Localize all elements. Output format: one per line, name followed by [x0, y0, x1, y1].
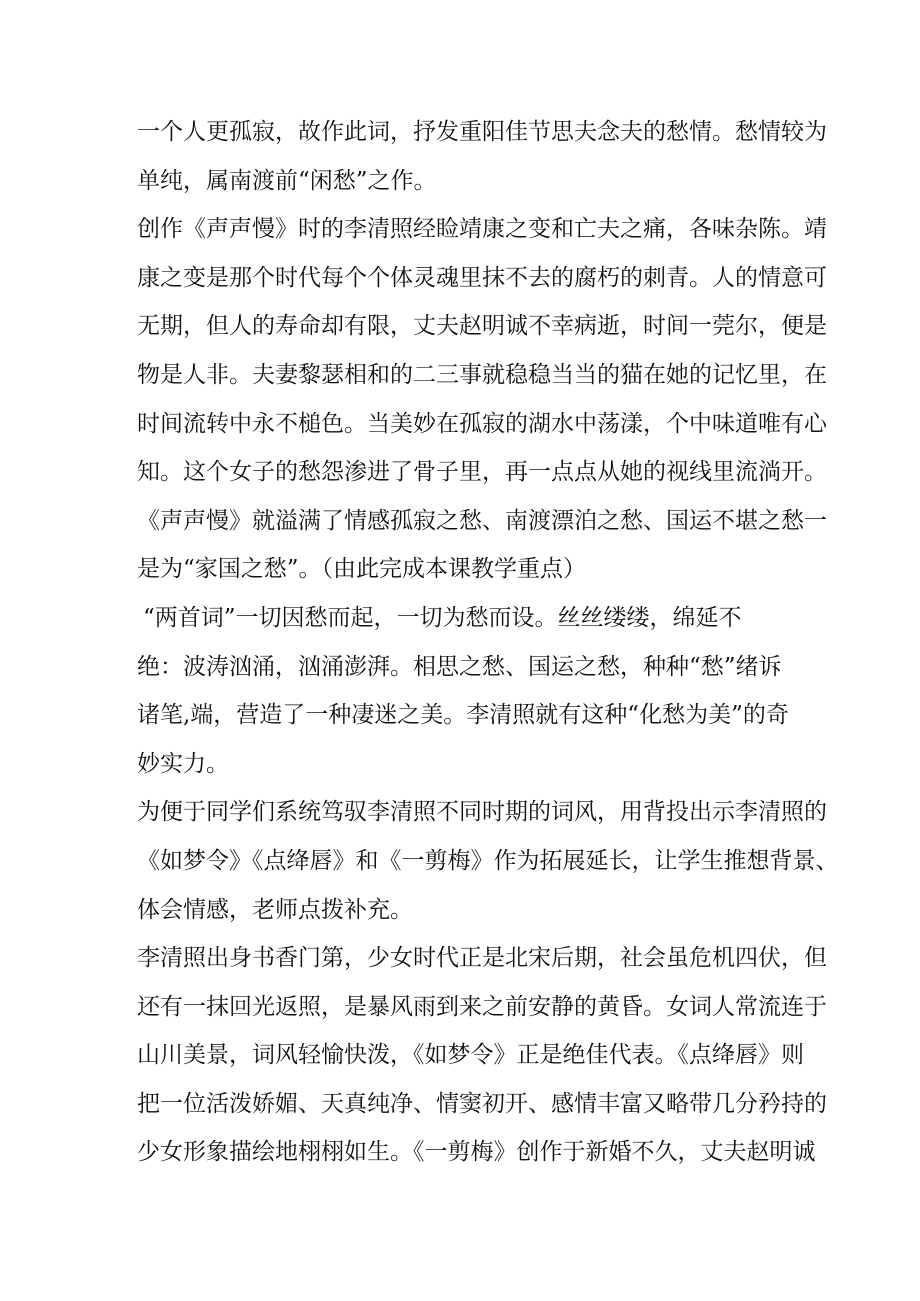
text-line: 是为“家国之愁”。（由此完成本课教学重点）	[137, 556, 587, 583]
text-line: 为便于同学们系统笃驭李清照不同时期的词风，用背投出示李清照的	[137, 799, 827, 826]
document-body	[137, 112, 839, 1181]
text-line: 李清照出身书香门第，少女时代正是北宋后期，社会虽危机四伏，但	[137, 945, 827, 972]
text-line: 康之变是那个时代每个个体灵魂里抹不去的腐朽的刺青。人的情意可	[137, 264, 827, 291]
text-line: 物是人非。夫妻黎瑟相和的二三事就稳稳当当的猫在她的记忆里，在	[137, 361, 827, 388]
text-line: 知。这个女子的愁怨渗进了骨子里，再一点点从她的视线里流淌开。	[137, 459, 827, 486]
text-line: 一个人更孤寂，故作此词，抒发重阳佳节思夫念夫的愁情。愁情较为	[137, 119, 827, 145]
text-line: 绝：波涛汹涌，汹涌澎湃。相思之愁、国运之愁，种种“愁”绪诉	[137, 653, 782, 680]
text-line: 体会情感，老师点拨补充。	[137, 896, 413, 923]
text-line: 单纯，属南渡前“闲愁”之作。	[137, 167, 437, 194]
text-line: 诸笔,端，营造了一种凄迷之美。李清照就有这种“化愁为美”的奇	[137, 702, 789, 729]
text-line: 无期，但人的寿命却有限，丈夫赵明诚不幸病逝，时间一莞尔，便是	[137, 313, 827, 340]
text-line: 还有一抹回光返照，是暴风雨到来之前安静的黄昏。女词人常流连于	[137, 993, 827, 1020]
text-line: “两首词”一切因愁而起，一切为愁而设。丝丝缕缕，绵延不	[143, 604, 742, 631]
text-line: 时间流转中永不槌色。当美妙在孤寂的湖水中荡漾，个中味道唯有心	[137, 410, 827, 437]
text-line: 《如梦令》《点绛唇》和《一剪梅》作为拓展延长，让学生推想背景、	[137, 847, 839, 874]
text-line: 把一位活泼娇媚、天真纯净、情窦初开、感情丰富又略带几分矜持的	[137, 1090, 827, 1117]
text-line: 少女形象描绘地栩栩如生。《一剪梅》创作于新婚不久，丈夫赵明诚	[137, 1139, 816, 1166]
text-line: 《声声慢》就溢满了情感孤寂之愁、南渡漂泊之愁、国运不堪之愁一	[137, 507, 827, 534]
text-line: 妙实力。	[137, 750, 229, 777]
text-line: 创作《声声慢》时的李清照经睑靖康之变和亡夫之痛，各味杂陈。靖	[137, 216, 827, 243]
text-line: 山川美景，词风轻愉快泼，《如梦令》正是绝佳代表。《点绛唇》则	[137, 1042, 804, 1069]
